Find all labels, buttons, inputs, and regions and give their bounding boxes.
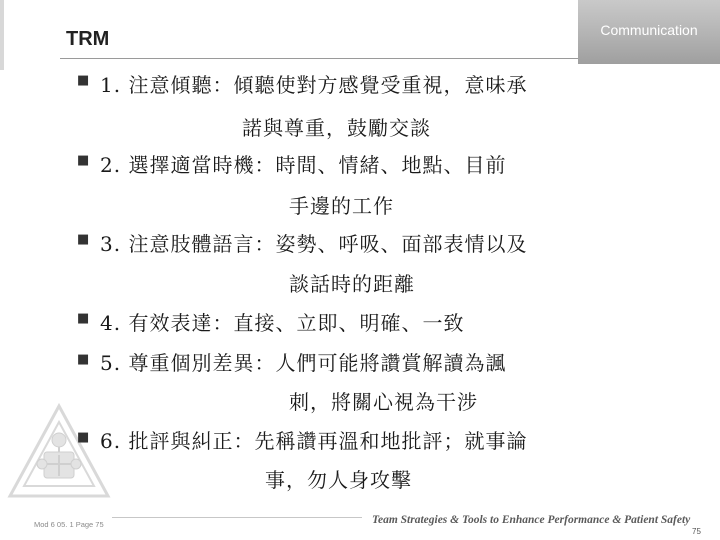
bullet-item-3-continuation: 談話時的距離 [289,272,415,296]
square-bullet-icon [77,232,89,244]
module-page-label: Mod 6 05. 1 Page 75 [34,520,104,529]
footer-tagline: Team Strategies & Tools to Enhance Performance & Patient Safety [372,514,691,526]
bullet-item-2: 2. 選擇適當時機：時間、情緒、地點、目前 [100,153,507,177]
teamstepps-logo-icon [4,400,114,510]
page-title: TRM [66,28,110,50]
square-bullet-icon [77,311,89,323]
bullet-item-1-continuation: 諾與尊重，鼓勵交談 [242,116,431,140]
page-number: 75 [692,527,701,536]
bullet-item-5: 5. 尊重個別差異：人們可能將讚賞解讀為諷 [100,351,507,375]
bullet-item-3: 3. 注意肢體語言：姿勢、呼吸、面部表情以及 [100,232,528,256]
bullet-item-2-continuation: 手邊的工作 [289,194,394,218]
footer-divider [112,517,362,518]
bullet-item-5-continuation: 刺，將關心視為干涉 [289,390,478,414]
section-header-box [578,0,720,64]
square-bullet-icon [77,153,89,165]
square-bullet-icon [77,430,89,442]
section-label: Communication [600,22,698,38]
bullet-item-4: 4. 有效表達：直接、立即、明確、一致 [100,311,465,335]
square-bullet-icon [77,73,89,85]
bullet-item-6: 6. 批評與糾正：先稱讚再溫和地批評；就事論 [100,429,528,453]
bullet-item-1: 1. 注意傾聽：傾聽使對方感覺受重視，意味承 [100,73,528,97]
square-bullet-icon [77,352,89,364]
bullet-item-6-continuation: 事，勿人身攻擊 [265,468,412,492]
header-divider [60,58,580,59]
header-accent [0,0,4,70]
